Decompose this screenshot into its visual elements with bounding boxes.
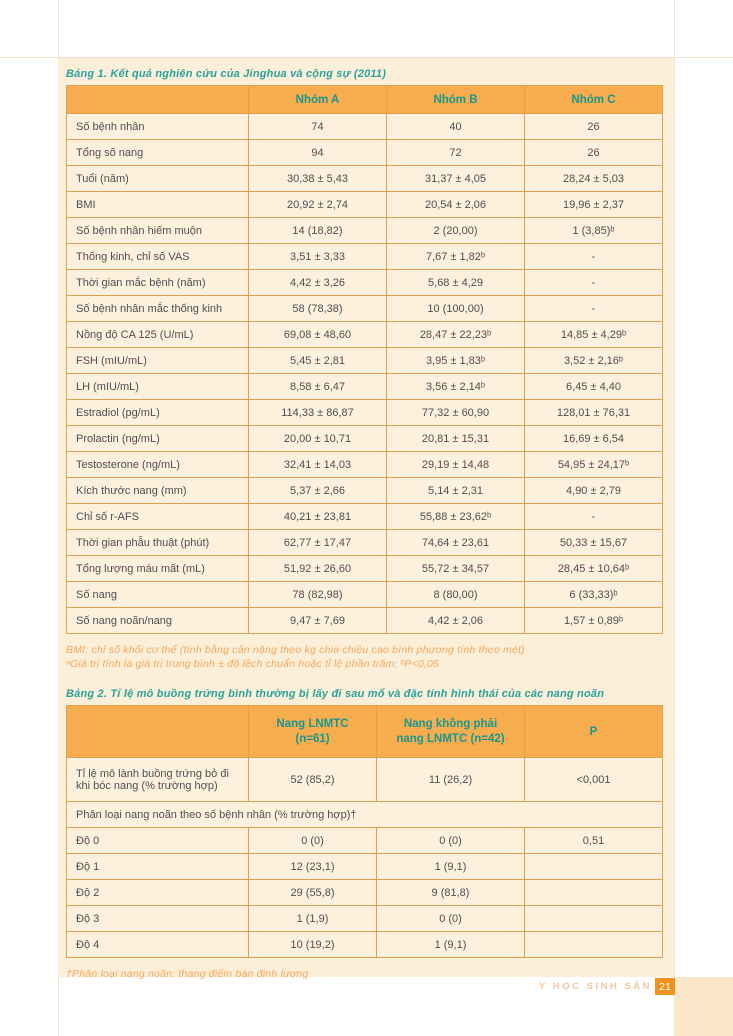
cell: 5,14 ± 2,31 — [387, 478, 525, 504]
cell: 31,37 ± 4,05 — [387, 166, 525, 192]
row-label: Độ 1 — [67, 854, 249, 880]
row-label: Chỉ số r-AFS — [67, 504, 249, 530]
cell: 1 (9,1) — [377, 932, 525, 958]
table-row — [67, 348, 663, 374]
section-row — [67, 802, 663, 828]
row-label: Testosterone (ng/mL) — [67, 452, 249, 478]
cell: 8,58 ± 6,47 — [249, 374, 387, 400]
row-label: Độ 0 — [67, 828, 249, 854]
cell: 26 — [525, 140, 663, 166]
cell: 77,32 ± 60,90 — [387, 400, 525, 426]
table1-header-group-b: Nhóm B — [387, 86, 525, 114]
row-label: Kích thước nang (mm) — [67, 478, 249, 504]
table-row — [67, 880, 663, 906]
row-label: Số nang noãn/nang — [67, 608, 249, 634]
table1-footnote-bmi: BMI: chỉ số khối cơ thể (tính bằng cân nặng theo kg chia chiều cao bình phương tính theo mét) — [66, 644, 525, 656]
cell: 30,38 ± 5,43 — [249, 166, 387, 192]
row-label: FSH (mIU/mL) — [67, 348, 249, 374]
cell: 50,33 ± 15,67 — [525, 530, 663, 556]
right-rule-line — [674, 0, 675, 1036]
cell: 10 (19,2) — [249, 932, 377, 958]
cell: 4,90 ± 2,79 — [525, 478, 663, 504]
row-label: BMI — [67, 192, 249, 218]
cell: 3,95 ± 1,83ᵇ — [387, 348, 525, 374]
cell: 1 (1,9) — [249, 906, 377, 932]
table-row — [67, 140, 663, 166]
row-label: Prolactin (ng/mL) — [67, 426, 249, 452]
cell: 5,37 ± 2,66 — [249, 478, 387, 504]
table2 — [66, 705, 663, 958]
cell: 2 (20,00) — [387, 218, 525, 244]
cell: 62,77 ± 17,47 — [249, 530, 387, 556]
row-label: Tỉ lệ mô lành buồng trứng bỏ đi khi bóc nang (% trường hợp) — [67, 758, 249, 802]
row-label: Độ 4 — [67, 932, 249, 958]
table-row — [67, 854, 663, 880]
table-row — [67, 556, 663, 582]
cell: 11 (26,2) — [377, 758, 525, 802]
row-label: Số bệnh nhân hiếm muộn — [67, 218, 249, 244]
cell: 29,19 ± 14,48 — [387, 452, 525, 478]
cell: 28,47 ± 22,23ᵇ — [387, 322, 525, 348]
table1-footnote-values: ᵃGiá trị tính là giá trị trung bình ± độ lệch chuẩn hoặc tỉ lệ phần trăm; ᵇP<0,05 — [66, 658, 440, 670]
cell: 4,42 ± 3,26 — [249, 270, 387, 296]
corner-decoration-block — [675, 977, 733, 1036]
cell: 9 (81,8) — [377, 880, 525, 906]
row-label: LH (mIU/mL) — [67, 374, 249, 400]
table-row — [67, 452, 663, 478]
cell: 54,95 ± 24,17ᵇ — [525, 452, 663, 478]
cell: 32,41 ± 14,03 — [249, 452, 387, 478]
cell: 52 (85,2) — [249, 758, 377, 802]
cell: 5,68 ± 4,29 — [387, 270, 525, 296]
row-label: Số bệnh nhân mắc thống kinh — [67, 296, 249, 322]
table-row — [67, 932, 663, 958]
row-label: Số bệnh nhân — [67, 114, 249, 140]
table1-header-row — [67, 86, 663, 114]
cell: 12 (23,1) — [249, 854, 377, 880]
table1-header-group-c: Nhóm C — [525, 86, 663, 114]
table-row — [67, 218, 663, 244]
row-label: Nồng độ CA 125 (U/mL) — [67, 322, 249, 348]
table-row — [67, 426, 663, 452]
table-row — [67, 114, 663, 140]
table2-header-blank — [67, 706, 249, 758]
cell — [525, 906, 663, 932]
cell: 6 (33,33)ᵇ — [525, 582, 663, 608]
row-label: Thời gian mắc bệnh (năm) — [67, 270, 249, 296]
table-row — [67, 374, 663, 400]
table-row — [67, 400, 663, 426]
table-row — [67, 906, 663, 932]
cell: 14,85 ± 4,29ᵇ — [525, 322, 663, 348]
cell: 114,33 ± 86,87 — [249, 400, 387, 426]
table-row — [67, 322, 663, 348]
cell: - — [525, 504, 663, 530]
table-row — [67, 608, 663, 634]
cell: 20,54 ± 2,06 — [387, 192, 525, 218]
page-content-block — [58, 58, 674, 980]
table2-title: Bảng 2. Tỉ lệ mô buồng trứng bình thường bị lấy đi sau mổ và đặc tính hình thái của các nang noãn — [66, 688, 605, 700]
cell — [525, 880, 663, 906]
cell: 40,21 ± 23,81 — [249, 504, 387, 530]
cell: <0,001 — [525, 758, 663, 802]
table-row — [67, 270, 663, 296]
cell: 9,47 ± 7,69 — [249, 608, 387, 634]
row-label: Thống kinh, chỉ số VAS — [67, 244, 249, 270]
table-row — [67, 582, 663, 608]
table1-header-blank — [67, 86, 249, 114]
cell: 69,08 ± 48,60 — [249, 322, 387, 348]
cell: 1,57 ± 0,89ᵇ — [525, 608, 663, 634]
cell: 55,88 ± 23,62ᵇ — [387, 504, 525, 530]
cell: 0,51 — [525, 828, 663, 854]
cell: 26 — [525, 114, 663, 140]
journal-name: Y HỌC SINH SẢN — [539, 981, 652, 992]
cell: 1 (9,1) — [377, 854, 525, 880]
cell: 3,56 ± 2,14ᵇ — [387, 374, 525, 400]
row-label: Thời gian phẫu thuật (phút) — [67, 530, 249, 556]
cell: 72 — [387, 140, 525, 166]
section-label: Phân loại nang noãn theo số bệnh nhân (% trường hợp)† — [67, 802, 663, 828]
cell: 20,81 ± 15,31 — [387, 426, 525, 452]
table1 — [66, 85, 663, 634]
table-row — [67, 478, 663, 504]
cell: 19,96 ± 2,37 — [525, 192, 663, 218]
table2-header-row — [67, 706, 663, 758]
cell: 0 (0) — [377, 906, 525, 932]
cell: 0 (0) — [377, 828, 525, 854]
row-label: Tổng số nang — [67, 140, 249, 166]
cell: 10 (100,00) — [387, 296, 525, 322]
cell: 7,67 ± 1,82ᵇ — [387, 244, 525, 270]
table-row — [67, 166, 663, 192]
cell: 128,01 ± 76,31 — [525, 400, 663, 426]
cell: 29 (55,8) — [249, 880, 377, 906]
cell: - — [525, 270, 663, 296]
cell: - — [525, 296, 663, 322]
row-label: Tuổi (năm) — [67, 166, 249, 192]
table2-header-lnmtc: Nang LNMTC (n=61) — [249, 706, 377, 758]
cell: 94 — [249, 140, 387, 166]
cell: 4,42 ± 2,06 — [387, 608, 525, 634]
cell: 14 (18,82) — [249, 218, 387, 244]
page-number-badge: 21 — [655, 978, 675, 995]
cell: 74 — [249, 114, 387, 140]
cell: 40 — [387, 114, 525, 140]
row-label: Estradiol (pg/mL) — [67, 400, 249, 426]
table-row — [67, 530, 663, 556]
cell: 28,24 ± 5,03 — [525, 166, 663, 192]
cell: 8 (80,00) — [387, 582, 525, 608]
table-row — [67, 828, 663, 854]
table1-footnotes — [66, 643, 674, 671]
row-label: Số nang — [67, 582, 249, 608]
cell — [525, 854, 663, 880]
cell: 51,92 ± 26,60 — [249, 556, 387, 582]
table-row — [67, 244, 663, 270]
table-row — [67, 758, 663, 802]
row-label: Tổng lượng máu mất (mL) — [67, 556, 249, 582]
table2-header-non-lnmtc: Nang không phải nang LNMTC (n=42) — [377, 706, 525, 758]
table1-header-group-a: Nhóm A — [249, 86, 387, 114]
row-label: Độ 2 — [67, 880, 249, 906]
cell: 3,52 ± 2,16ᵇ — [525, 348, 663, 374]
cell: 3,51 ± 3,33 — [249, 244, 387, 270]
cell: 58 (78,38) — [249, 296, 387, 322]
cell: 74,64 ± 23,61 — [387, 530, 525, 556]
cell: 5,45 ± 2,81 — [249, 348, 387, 374]
cell: 28,45 ± 10,64ᵇ — [525, 556, 663, 582]
table-row — [67, 192, 663, 218]
cell: 78 (82,98) — [249, 582, 387, 608]
table-row — [67, 296, 663, 322]
cell — [525, 932, 663, 958]
table1-title: Bảng 1. Kết quả nghiên cứu của Jinghua và cộng sự (2011) — [66, 68, 387, 80]
table-row — [67, 504, 663, 530]
table2-header-p: P — [525, 706, 663, 758]
table2-footnote: †Phân loại nang noãn: thang điểm bán định lượng — [66, 968, 309, 980]
row-label: Độ 3 — [67, 906, 249, 932]
cell: 0 (0) — [249, 828, 377, 854]
cell: 1 (3,85)ᵇ — [525, 218, 663, 244]
cell: - — [525, 244, 663, 270]
cell: 55,72 ± 34,57 — [387, 556, 525, 582]
cell: 20,92 ± 2,74 — [249, 192, 387, 218]
cell: 16,69 ± 6,54 — [525, 426, 663, 452]
cell: 6,45 ± 4,40 — [525, 374, 663, 400]
cell: 20,00 ± 10,71 — [249, 426, 387, 452]
